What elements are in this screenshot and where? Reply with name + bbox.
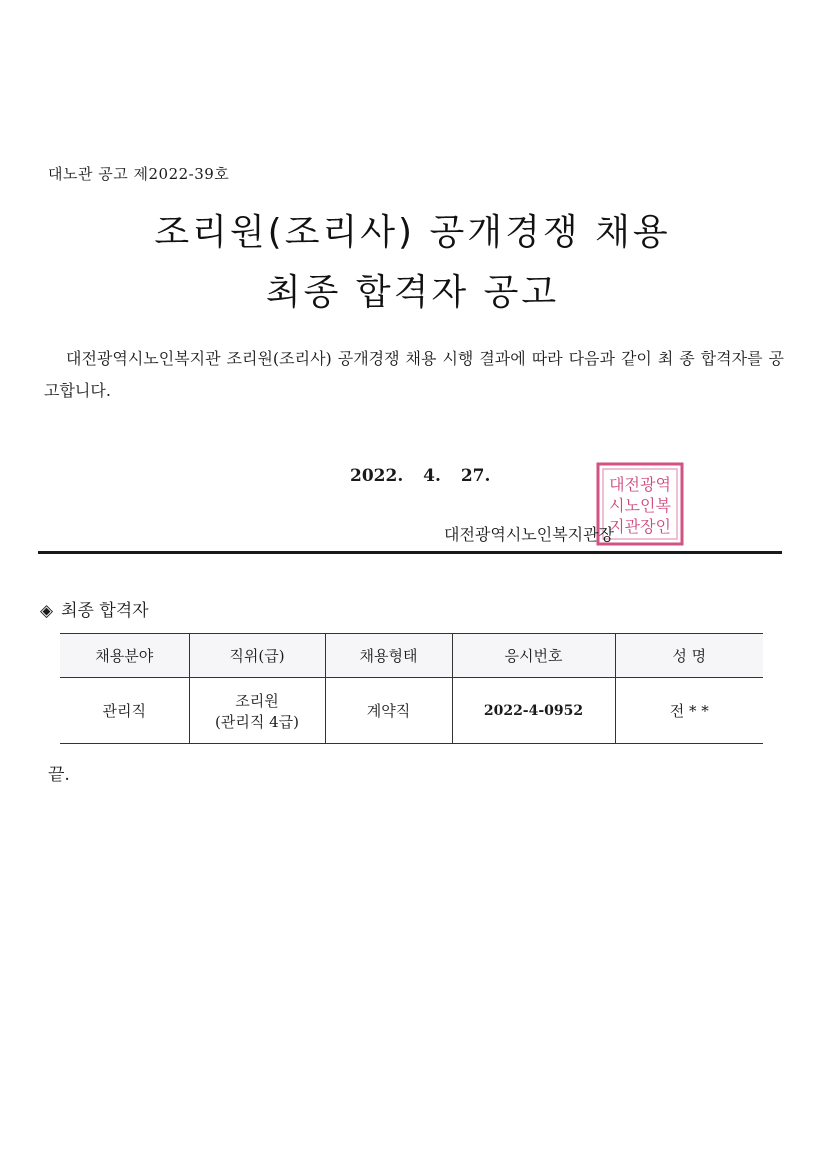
column-header: 응시번호	[452, 634, 615, 678]
cell-name: 전 * *	[615, 678, 763, 744]
notice-number: 대노관 공고 제2022-39호	[48, 165, 230, 183]
column-header: 채용분야	[60, 634, 189, 678]
announcement-body	[44, 343, 784, 407]
table-header-row	[60, 634, 763, 678]
position-grade: (관리직 4급)	[215, 712, 299, 731]
diamond-icon: ◈	[40, 601, 54, 621]
cell-employment-type: 계약직	[325, 678, 452, 744]
body-line2: 종 합격자를 공고합니다.	[44, 349, 784, 400]
cell-exam-number: 2022-4-0952	[452, 678, 615, 744]
svg-text:시노인복: 시노인복	[609, 496, 671, 515]
column-header: 채용형태	[325, 634, 452, 678]
svg-text:지관장인: 지관장인	[609, 517, 671, 536]
body-line1: 대전광역시노인복지관 조리원(조리사) 공개경쟁 채용 시행 결과에 따라 다음과 같이 최	[66, 349, 674, 368]
column-header: 성 명	[615, 634, 763, 678]
end-mark: 끝.	[48, 765, 70, 785]
section-title: 최종 합격자	[61, 601, 149, 621]
svg-text:대전광역: 대전광역	[609, 475, 671, 494]
organization-name: 대전광역시노인복지관장	[444, 525, 615, 544]
divider	[38, 551, 782, 554]
page-title-line2: 최종 합격자 공고	[265, 272, 560, 313]
section-heading	[40, 596, 149, 621]
results-table	[60, 633, 763, 744]
table-row	[60, 678, 763, 744]
position-title: 조리원	[235, 691, 279, 710]
page-title-line1: 조리원(조리사) 공개경쟁 채용	[154, 212, 671, 253]
column-header: 직위(급)	[189, 634, 325, 678]
announcement-date: 2022. 4. 27.	[350, 466, 491, 486]
cell-position	[189, 678, 325, 744]
cell-field: 관리직	[60, 678, 189, 744]
